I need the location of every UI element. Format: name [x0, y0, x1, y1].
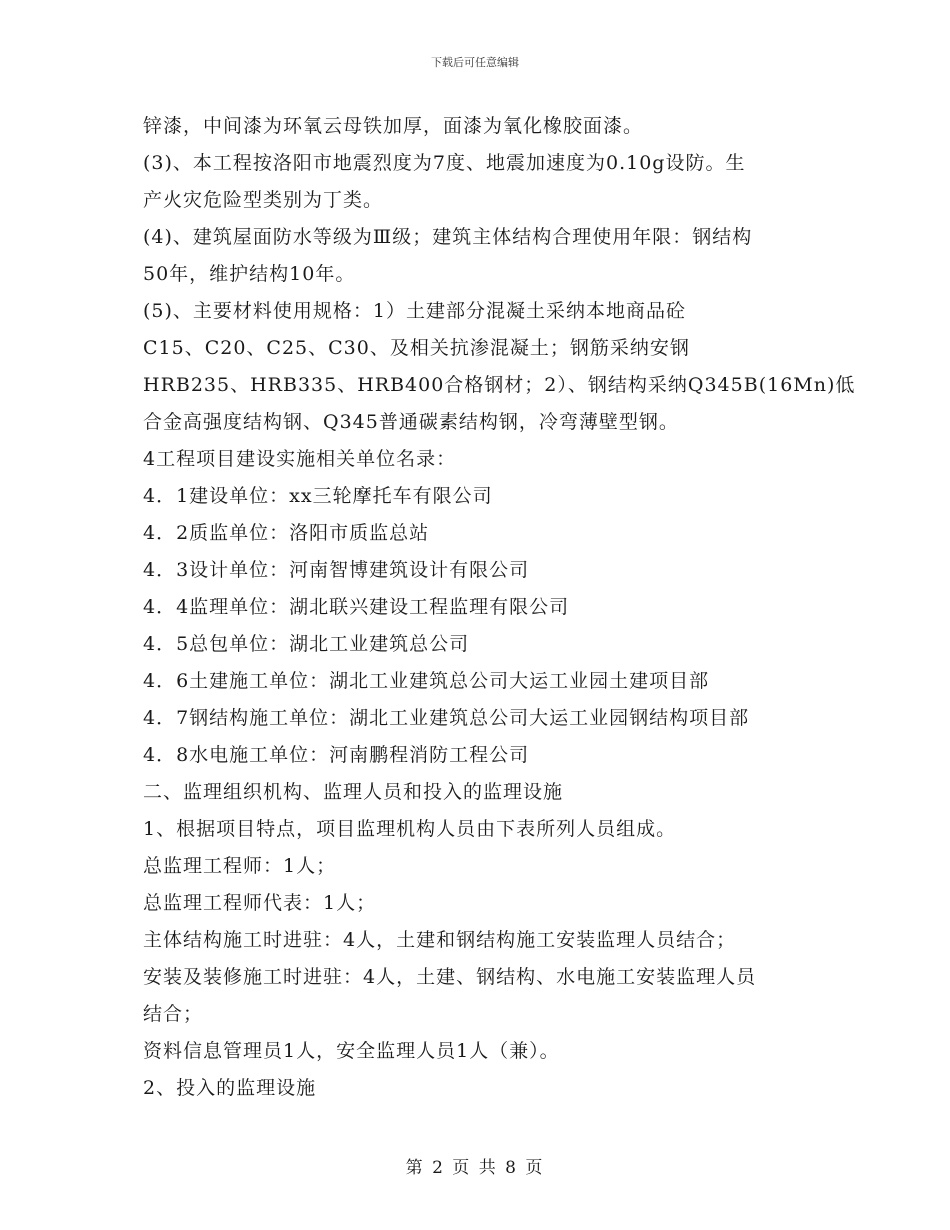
body-line: 总监理工程师：1人；	[143, 855, 337, 877]
body-line: 合金高强度结构钢、Q345普通碳素结构钢，冷弯薄壁型钢。	[143, 411, 679, 433]
body-line: 安装及装修施工时进驻：4人，土建、钢结构、水电施工安装监理人员	[143, 966, 757, 988]
body-line: 资料信息管理员1人，安全监理人员1人（兼）。	[143, 1040, 560, 1062]
unit-item: 4．1建设单位：xx三轮摩托车有限公司	[143, 485, 493, 507]
body-line: (5)、主要材料使用规格：1）土建部分混凝土采纳本地商品砼	[143, 300, 687, 322]
body-line: (3)、本工程按洛阳市地震烈度为7度、地震加速度为0.10g设防。生	[143, 152, 746, 174]
body-line: 结合；	[143, 1003, 204, 1025]
body-line: C15、C20、C25、C30、及相关抗渗混凝土；钢筋采纳安钢	[143, 337, 690, 359]
body-line: (4)、建筑屋面防水等级为Ⅲ级；建筑主体结构合理使用年限：钢结构	[143, 226, 753, 248]
chapter-heading: 二、监理组织机构、监理人员和投入的监理设施	[143, 781, 564, 803]
unit-item: 4．3设计单位：河南智博建筑设计有限公司	[143, 559, 530, 581]
unit-item: 4．2质监单位：洛阳市质监总站	[143, 522, 430, 544]
unit-item: 4．5总包单位：湖北工业建筑总公司	[143, 633, 470, 655]
body-line: HRB235、HRB335、HRB400合格钢材；2）、钢结构采纳Q345B(16Mn)低	[143, 374, 856, 396]
body-line: 主体结构施工时进驻：4人，土建和钢结构施工安装监理人员结合；	[143, 929, 737, 951]
page-number: 第 2 页 共 8 页	[405, 1158, 545, 1178]
body-line: 锌漆，中间漆为环氧云母铁加厚，面漆为氧化橡胶面漆。	[143, 115, 644, 137]
body-line: 1、根据项目特点，项目监理机构人员由下表所列人员组成。	[143, 818, 677, 840]
unit-item: 4．6土建施工单位：湖北工业建筑总公司大运工业园土建项目部	[143, 670, 710, 692]
section-heading: 4工程项目建设实施相关单位名录：	[143, 448, 457, 470]
document-body	[143, 108, 856, 1107]
unit-item: 4．4监理单位：湖北联兴建设工程监理有限公司	[143, 596, 570, 618]
body-line: 50年，维护结构10年。	[143, 263, 356, 285]
unit-item: 4．8水电施工单位：河南鹏程消防工程公司	[143, 744, 530, 766]
body-line: 总监理工程师代表：1人；	[143, 892, 377, 914]
body-line: 产火灾危险型类别为丁类。	[143, 189, 384, 211]
header-note: 下载后可任意编辑	[431, 56, 519, 69]
unit-item: 4．7钢结构施工单位：湖北工业建筑总公司大运工业园钢结构项目部	[143, 707, 750, 729]
section-heading: 2、投入的监理设施	[143, 1077, 317, 1099]
